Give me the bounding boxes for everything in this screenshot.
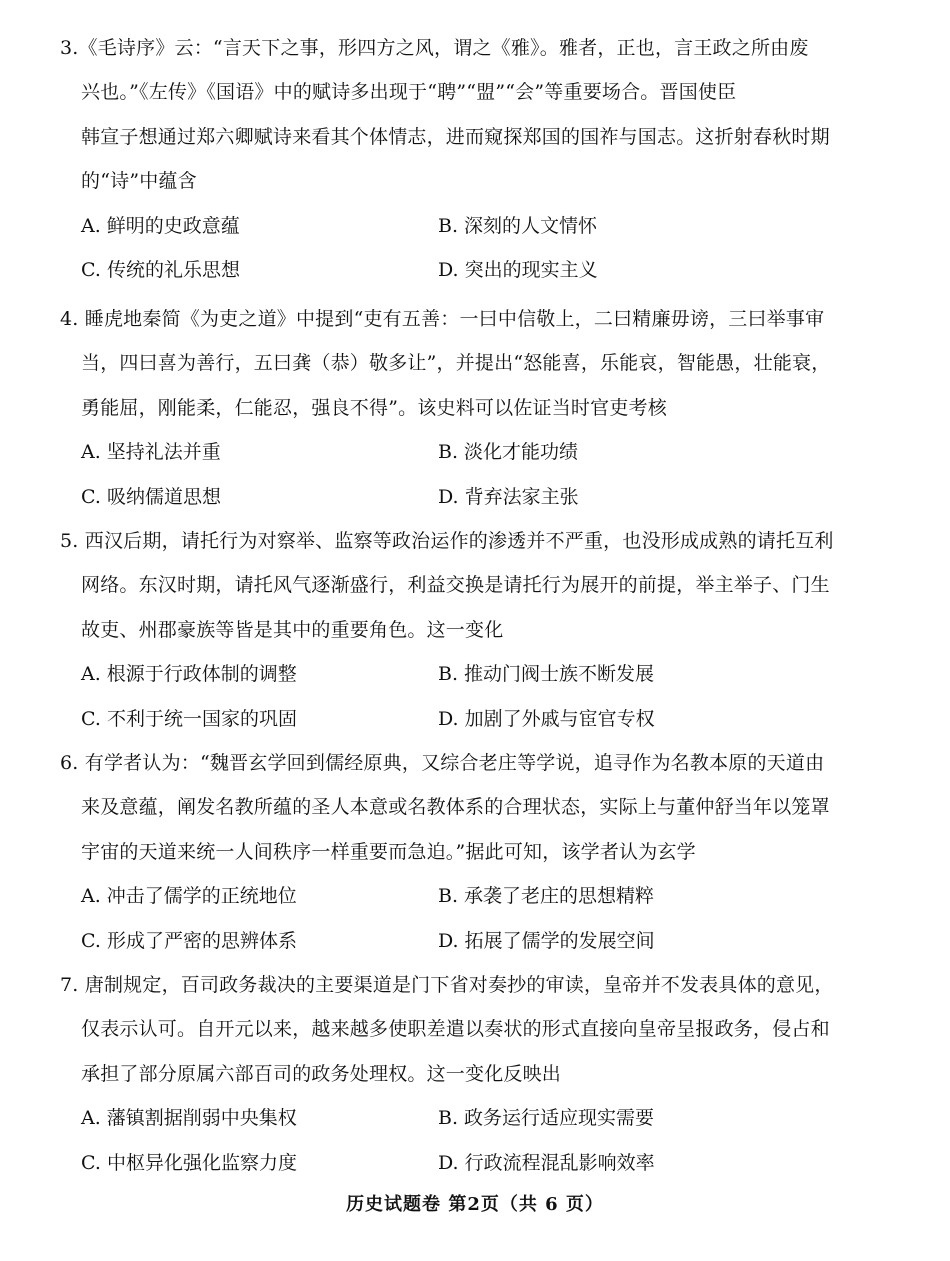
question-stem-line: 网络。东汉时期，请托风气逐渐盛行，利益交换是请托行为展开的前提，举主举子、门生 xyxy=(81,574,830,597)
option-b: B. 推动门阀士族不断发展 xyxy=(438,663,655,686)
option-row xyxy=(60,204,860,248)
question-stem-line: 勇能屈，刚能柔，仁能忍，强良不得”。该史料可以佐证当时官吏考核 xyxy=(81,396,667,419)
option-row xyxy=(60,1096,860,1140)
question-3 xyxy=(60,26,860,292)
question-stem-line: 6. 有学者认为：“魏晋玄学回到儒经原典，又综合老庄等学说，追寻作为名教本原的天道由 xyxy=(60,752,825,774)
option-a: A. 冲击了儒学的正统地位 xyxy=(81,885,297,908)
option-a: A. 根源于行政体制的调整 xyxy=(81,663,297,686)
question-stem-line: 的“诗”中蕴含 xyxy=(81,170,197,193)
question-7 xyxy=(60,963,860,1185)
option-b: B. 淡化才能功绩 xyxy=(438,441,579,464)
option-a: A. 鲜明的史政意蕴 xyxy=(81,214,240,237)
question-stem-line: 当，四曰喜为善行，五曰龚（恭）敬多让”，并提出“怒能喜，乐能哀，智能愚，壮能衰， xyxy=(81,352,831,375)
option-c: C. 吸纳儒道思想 xyxy=(81,485,221,508)
question-4 xyxy=(60,297,860,519)
option-a: A. 藩镇割据削弱中央集权 xyxy=(81,1107,297,1130)
option-row xyxy=(60,475,860,519)
question-stem-line: 来及意蕴，阐发名教所蕴的圣人本意或名教体系的合理状态，实际上与董仲舒当年以笼罩 xyxy=(81,796,830,819)
option-row xyxy=(60,652,860,696)
question-stem-line: 韩宣子想通过郑六卿赋诗来看其个体情志，进而窥探郑国的国祚与国志。这折射春秋时期 xyxy=(81,125,830,148)
question-stem-line: 承担了部分原属六部百司的政务处理权。这一变化反映出 xyxy=(81,1062,562,1085)
option-row xyxy=(60,248,860,292)
question-stem-line: 4. 睡虎地秦简《为吏之道》中提到“吏有五善：一曰中信敬上，二曰精廉毋谤，三曰举事审 xyxy=(60,308,825,330)
question-stem-line: 兴也。”《左传》《国语》中的赋诗多出现于“聘”“盟”“会”等重要场合。晋国使臣 xyxy=(81,81,737,104)
question-stem-line: 3.《毛诗序》云：“言天下之事，形四方之风，谓之《雅》。雅者，正也，言王政之所由废 xyxy=(60,37,809,59)
option-d: D. 拓展了儒学的发展空间 xyxy=(438,929,655,952)
option-d: D. 突出的现实主义 xyxy=(438,258,598,281)
option-d: D. 加剧了外戚与宦官专权 xyxy=(438,707,655,730)
question-stem-line: 仅表示认可。自开元以来，越来越多使职差遣以奏状的形式直接向皇帝呈报政务，侵占和 xyxy=(81,1018,830,1041)
option-row xyxy=(60,1141,860,1185)
option-row xyxy=(60,697,860,741)
option-b: B. 深刻的人文情怀 xyxy=(438,214,598,237)
page-footer: 历史试题卷 第2页（共 6 页） xyxy=(346,1194,604,1215)
question-stem-line: 宇宙的天道来统一人间秩序一样重要而急迫。”据此可知，该学者认为玄学 xyxy=(81,840,696,863)
option-b: B. 承袭了老庄的思想精粹 xyxy=(438,885,655,908)
question-5 xyxy=(60,519,860,741)
option-d: D. 背弃法家主张 xyxy=(438,485,579,508)
question-stem-line: 故吏、州郡豪族等皆是其中的重要角色。这一变化 xyxy=(81,618,504,641)
option-c: C. 传统的礼乐思想 xyxy=(81,258,240,281)
question-6 xyxy=(60,741,860,963)
option-c: C. 中枢异化强化监察力度 xyxy=(81,1151,297,1174)
option-row xyxy=(60,874,860,918)
option-row xyxy=(60,430,860,474)
question-stem-line: 7. 唐制规定，百司政务裁决的主要渠道是门下省对奏抄的审读，皇帝并不发表具体的意见， xyxy=(60,974,834,996)
option-d: D. 行政流程混乱影响效率 xyxy=(438,1151,655,1174)
option-c: C. 不利于统一国家的巩固 xyxy=(81,707,297,730)
question-stem-line: 5. 西汉后期，请托行为对察举、监察等政治运作的渗透并不严重，也没形成成熟的请托互利 xyxy=(60,530,834,552)
option-a: A. 坚持礼法并重 xyxy=(81,441,221,464)
option-c: C. 形成了严密的思辨体系 xyxy=(81,929,297,952)
option-row xyxy=(60,919,860,963)
option-b: B. 政务运行适应现实需要 xyxy=(438,1107,655,1130)
